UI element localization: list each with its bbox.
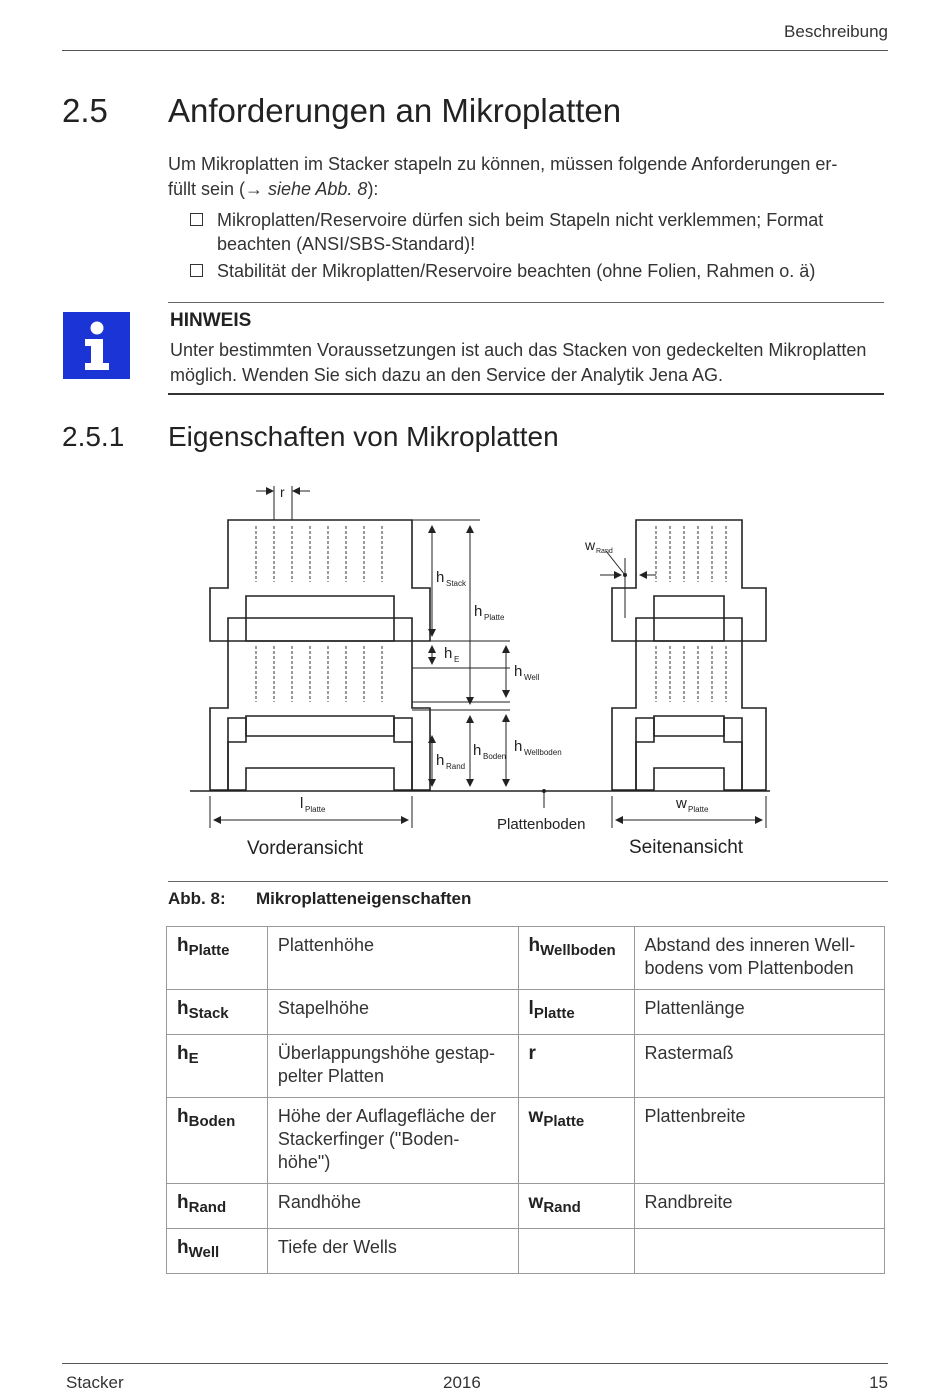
symbol-subscript: Stack [188, 1005, 229, 1022]
label-w: w [585, 537, 596, 553]
intro-paragraph [168, 152, 883, 202]
footer-year: 2016 [443, 1373, 481, 1392]
label-plattenboden: Plattenboden [497, 816, 586, 833]
symbol-main: h [528, 935, 541, 956]
description-cell [634, 1229, 885, 1274]
bullet-item [190, 259, 860, 283]
header-rule [62, 50, 888, 51]
symbol-subscript: Rand [188, 1199, 227, 1216]
footer-product: Stacker [66, 1373, 124, 1392]
symbol-subscript: E [188, 1050, 199, 1067]
description-cell: Rastermaß [634, 1035, 885, 1098]
table-row [167, 990, 885, 1035]
note-body: Unter bestimmten Voraussetzungen ist auch das Stacken von gedeckelten Mikroplatten möglich. Wenden Sie sich dazu an den Service der Analytik Jena AG. [170, 340, 867, 385]
page-number: 15 [869, 1373, 888, 1392]
label-h: h [473, 742, 482, 759]
table-row [167, 1229, 885, 1274]
description-cell: Stapelhöhe [267, 990, 518, 1035]
table-row [167, 1098, 885, 1184]
note-rule-top [168, 302, 884, 303]
label-sub-well: Well [524, 673, 540, 682]
label-r: r [280, 484, 285, 500]
label-h: h [514, 738, 523, 755]
label-h: h [514, 663, 523, 680]
symbol-main: h [177, 1106, 189, 1127]
label-h: h [436, 569, 445, 586]
label-sub-rand: Rand [596, 548, 613, 555]
caption-title: Mikroplatteneigenschaften [256, 889, 472, 908]
running-header: Beschreibung [784, 22, 888, 41]
footer-rule [62, 1363, 888, 1364]
symbol-main: h [177, 998, 189, 1019]
label-seitenansicht: Seitenansicht [629, 837, 744, 858]
label-w: w [676, 795, 687, 812]
figure-caption [168, 889, 471, 909]
label-sub-wellboden: Wellboden [524, 748, 562, 757]
description-cell: Plattenbreite [634, 1098, 885, 1184]
label-h: h [436, 752, 445, 769]
table-row [167, 1035, 885, 1098]
symbol-cell [167, 990, 268, 1035]
description-cell: Randbreite [634, 1184, 885, 1229]
section-number: 2.5 [62, 92, 108, 129]
subsection-title: Eigenschaften von Mikroplatten [168, 421, 559, 452]
symbol-cell [167, 1184, 268, 1229]
checkbox-square-icon [190, 213, 203, 226]
symbol-subscript: Boden [188, 1113, 236, 1130]
section-title: Anforderungen an Mikroplatten [168, 92, 622, 129]
symbol-cell [167, 927, 268, 990]
symbol-main: h [177, 935, 189, 956]
checkbox-square-icon [190, 264, 203, 277]
symbol-subscript: Platte [533, 1005, 575, 1022]
symbol-subscript: Rand [543, 1199, 581, 1216]
symbol-main: h [177, 1192, 189, 1213]
symbol-cell [518, 990, 634, 1035]
label-sub-e: E [454, 655, 460, 664]
description-cell: Überlappungshöhe gestap-pelter Platten [267, 1035, 518, 1098]
symbol-cell [518, 1184, 634, 1229]
table-row [167, 1184, 885, 1229]
note-rule-bottom [168, 393, 884, 395]
symbol-main: h [177, 1237, 189, 1258]
symbol-cell [518, 1229, 634, 1274]
bullet-item [190, 208, 860, 256]
label-h: h [444, 645, 453, 662]
note-title: HINWEIS [170, 310, 252, 331]
symbol-cell [167, 1098, 268, 1184]
bullet-text: Mikroplatten/Reservoire dürfen sich beim Stapeln nicht verklemmen; Format beachten (ANSI/SBS-Standard)! [217, 210, 824, 254]
intro-line-1: Um Mikroplatten im Stacker stapeln zu können, müssen folgende Anforderungen er- [168, 154, 838, 174]
label-sub-stack: Stack [446, 579, 467, 588]
description-cell: Abstand des inneren Well-bodens vom Plattenboden [634, 927, 885, 990]
symbol-cell [167, 1035, 268, 1098]
symbol-cell [518, 1098, 634, 1184]
symbol-subscript: Platte [543, 1113, 585, 1130]
description-cell: Plattenlänge [634, 990, 885, 1035]
label-h: h [474, 603, 483, 620]
symbol-cell [167, 1229, 268, 1274]
label-l: l [300, 795, 304, 812]
microplate-diagram [180, 478, 780, 870]
info-icon [63, 312, 130, 379]
symbol-cell [518, 927, 634, 990]
bullet-text: Stabilität der Mikroplatten/Reservoire beachten (ohne Folien, Rahmen o. ä) [217, 261, 816, 281]
symbol-cell [518, 1035, 634, 1098]
description-cell: Plattenhöhe [267, 927, 518, 990]
symbol-subscript: Platte [188, 942, 230, 959]
symbol-main: h [177, 1043, 189, 1064]
symbol-main: w [528, 1192, 544, 1213]
description-cell: Tiefe der Wells [267, 1229, 518, 1274]
symbol-main: r [528, 1043, 536, 1064]
label-vorderansicht: Vorderansicht [247, 838, 364, 859]
intro-line-2-pre: füllt sein (→ [168, 179, 269, 199]
label-sub-platte: Platte [305, 805, 326, 814]
label-sub-rand: Rand [446, 762, 466, 771]
intro-line-2-post: ): [367, 179, 379, 199]
label-sub-platte: Platte [688, 805, 709, 814]
label-sub-platte: Platte [484, 613, 505, 622]
caption-label: Abb. 8: [168, 889, 226, 908]
description-cell: Randhöhe [267, 1184, 518, 1229]
symbol-subscript: Wellboden [540, 942, 616, 959]
subsection-number: 2.5.1 [62, 421, 125, 452]
description-cell: Höhe der Auflagefläche der Stackerfinger ("Boden-höhe") [267, 1098, 518, 1184]
symbol-main: w [528, 1106, 544, 1127]
symbol-main: l [528, 998, 534, 1019]
figure-reference-link[interactable]: siehe Abb. 8 [268, 179, 368, 199]
symbol-subscript: Well [188, 1244, 220, 1261]
table-row [167, 927, 885, 990]
label-sub-boden: Boden [483, 752, 507, 761]
figure-rule [168, 881, 888, 882]
properties-table [166, 926, 885, 1274]
